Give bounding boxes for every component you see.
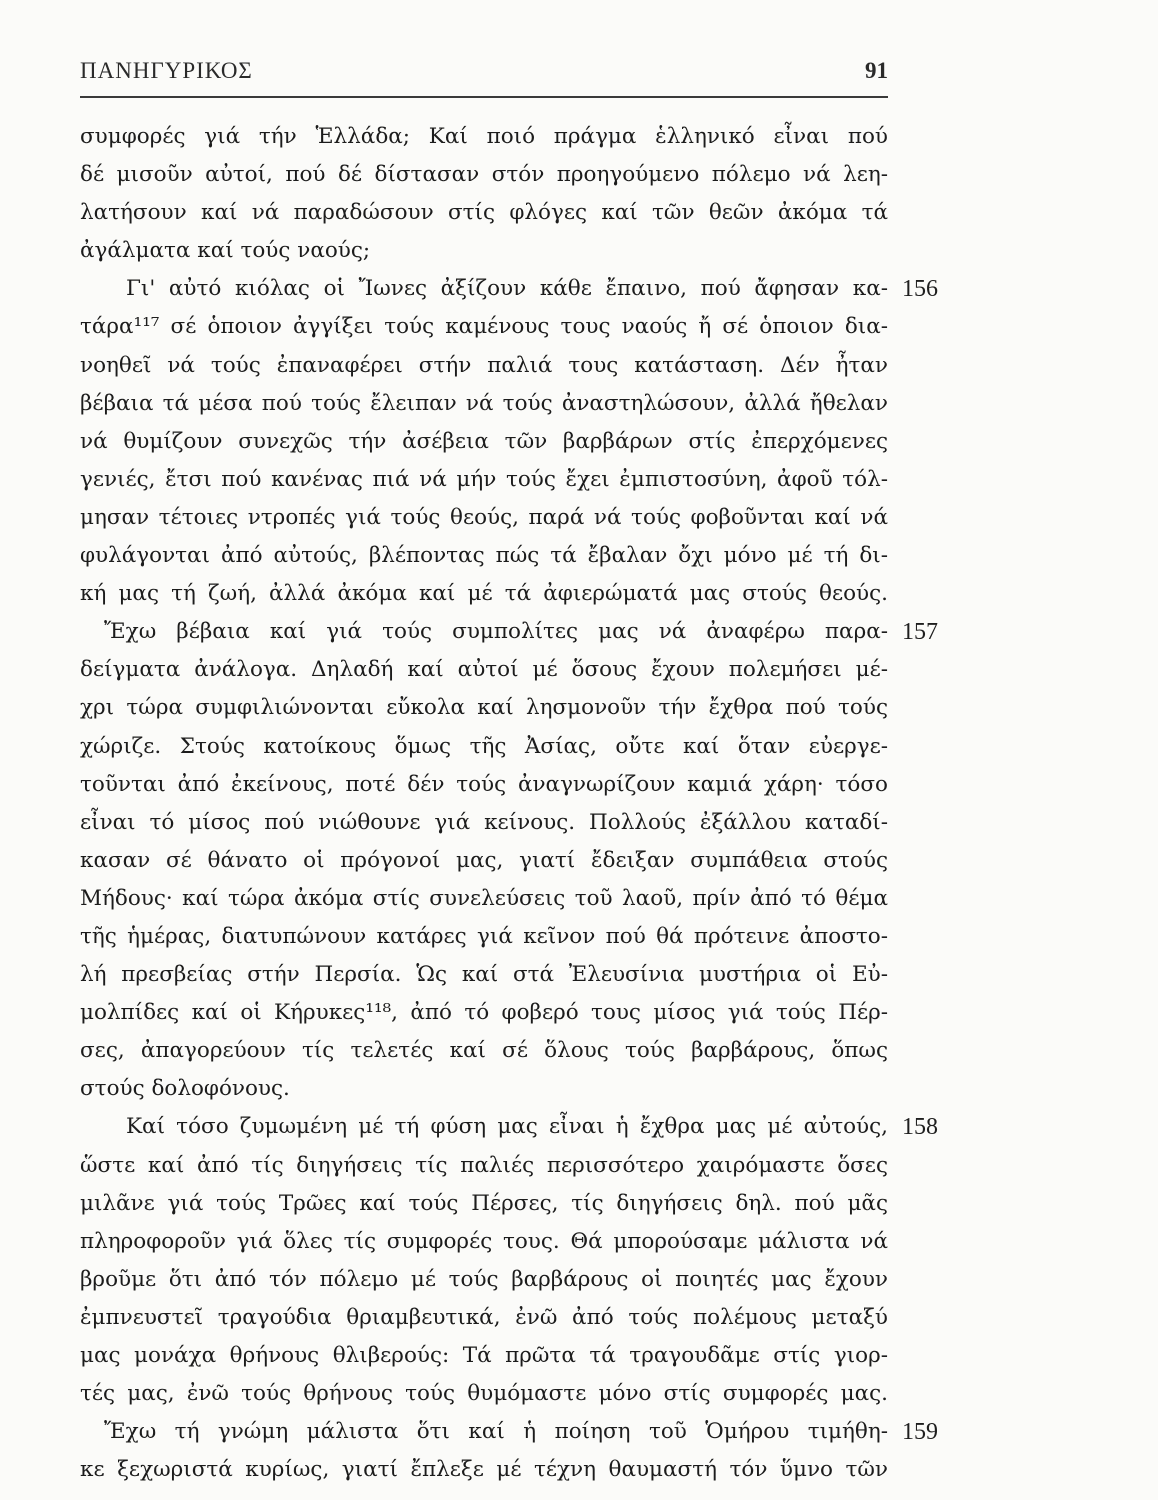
running-head-title: ΠΑΝΗΓΥΡΙΚΟΣ: [80, 58, 253, 83]
text-line-content: δείγματα ἀνάλογα. Δηλαδή καί αὐτοί μέ ὅσους ἔχουν πολεμήσει μέ-: [80, 657, 888, 683]
text-line: [80, 766, 888, 804]
text-line: [80, 1337, 888, 1375]
text-line: [80, 1032, 888, 1070]
text-line: [80, 156, 888, 194]
text-line-content: δέ μισοῦν αὐτοί, πού δέ δίστασαν στόν προηγούμενο πόλεμο νά λεη-: [80, 162, 888, 188]
text-line-content: ὥστε καί ἀπό τίς διηγήσεις τίς παλιές περισσότερο χαιρόμαστε ὅσες: [80, 1152, 888, 1178]
text-line: [80, 194, 888, 232]
text-line: [80, 880, 888, 918]
section-number: 159: [902, 1419, 938, 1446]
text-line-content: χρι τώρα συμφιλιώνονται εὔκολα καί λησμονοῦν τήν ἔχθρα πού τούς: [80, 695, 888, 721]
text-line: [80, 423, 888, 461]
text-line: [80, 1070, 888, 1108]
text-line: [80, 804, 888, 842]
text-line: [80, 308, 888, 346]
text-line-content: Μήδους· καί τώρα ἀκόμα στίς συνελεύσεις τοῦ λαοῦ, πρίν ἀπό τό θέμα: [80, 885, 888, 911]
text-line: [80, 728, 888, 766]
body-text: [80, 118, 938, 1489]
page-number: 91: [865, 58, 888, 83]
text-line-content: κε ξεχωριστά κυρίως, γιατί ἔπλεξε μέ τέχνη θαυμαστή τόν ὕμνο τῶν: [80, 1457, 888, 1483]
text-line: [80, 918, 888, 956]
text-line: [80, 499, 888, 537]
text-line: [80, 994, 888, 1032]
text-line: [80, 1451, 888, 1489]
text-line: [80, 1413, 938, 1451]
text-line: [80, 232, 888, 270]
text-line-content: λατήσουν καί νά παραδώσουν στίς φλόγες καί τῶν θεῶν ἀκόμα τά: [80, 200, 888, 226]
text-line-content: Ἔχω βέβαια καί γιά τούς συμπολίτες μας νά ἀναφέρω παρα-: [104, 619, 888, 645]
text-line: [80, 270, 938, 308]
section-number: 158: [902, 1114, 938, 1141]
text-line: [80, 347, 888, 385]
text-line: [80, 1147, 888, 1185]
text-line-content: κασαν σέ θάνατο οἱ πρόγονοί μας, γιατί ἔδειξαν συμπάθεια στούς: [80, 847, 888, 873]
text-line-content: μησαν τέτοιες ντροπές γιά τούς θεούς, παρά νά τούς φοβοῦνται καί νά: [80, 504, 888, 530]
text-line-content: Γι' αὐτό κιόλας οἱ Ἴωνες ἀξίζουν κάθε ἔπαινο, πού ἄφησαν κα-: [126, 276, 888, 302]
text-line-content: νά θυμίζουν συνεχῶς τήν ἀσέβεια τῶν βαρβάρων στίς ἐπερχόμενες: [80, 428, 888, 454]
text-line: [80, 1185, 888, 1223]
text-line-content: λή πρεσβείας στήν Περσία. Ὡς καί στά Ἐλευσίνια μυστήρια οἱ Εὐ-: [80, 962, 888, 988]
text-line-content: κή μας τή ζωή, ἀλλά ἀκόμα καί μέ τά ἀφιερώματά μας στούς θεούς.: [80, 581, 888, 607]
text-line: [80, 461, 888, 499]
section-number: 157: [902, 619, 938, 646]
text-line-content: χώριζε. Στούς κατοίκους ὅμως τῆς Ἀσίας, οὔτε καί ὅταν εὐεργε-: [80, 733, 888, 759]
text-line-content: Ἔχω τή γνώμη μάλιστα ὅτι καί ἡ ποίηση τοῦ Ὁμήρου τιμήθη-: [104, 1419, 888, 1445]
text-line-content: ἐμπνευστεῖ τραγούδια θριαμβευτικά, ἐνῶ ἀπό τούς πολέμους μεταξύ: [80, 1304, 888, 1330]
text-line: [80, 613, 938, 651]
text-line-content: νοηθεῖ νά τούς ἐπαναφέρει στήν παλιά τους κατάσταση. Δέν ἦταν: [80, 352, 888, 378]
text-line-content: μιλᾶνε γιά τούς Τρῶες καί τούς Πέρσες, τίς διηγήσεις δηλ. πού μᾶς: [80, 1190, 888, 1216]
text-line: [80, 1261, 888, 1299]
text-line: [80, 118, 888, 156]
text-line: [80, 385, 888, 423]
text-line-content: στούς δολοφόνους.: [80, 1076, 290, 1102]
text-line-content: μολπίδες καί οἱ Κήρυκες¹¹⁸, ἀπό τό φοβερό τους μίσος γιά τούς Πέρ-: [80, 1000, 888, 1026]
text-line-content: τοῦνται ἀπό ἐκείνους, ποτέ δέν τούς ἀναγνωρίζουν καμιά χάρη· τόσο: [80, 771, 888, 797]
header-rule: [80, 96, 888, 98]
text-line-content: τές μας, ἐνῶ τούς θρήνους τούς θυμόμαστε μόνο στίς συμφορές μας.: [80, 1381, 888, 1407]
text-line: [80, 956, 888, 994]
text-line: [80, 842, 888, 880]
text-line: [80, 651, 888, 689]
text-line-content: σες, ἀπαγορεύουν τίς τελετές καί σέ ὅλους τούς βαρβάρους, ὅπως: [80, 1038, 888, 1064]
section-number: 156: [902, 276, 938, 303]
text-line-content: βροῦμε ὅτι ἀπό τόν πόλεμο μέ τούς βαρβάρους οἱ ποιητές μας ἔχουν: [80, 1266, 888, 1292]
text-line-content: γενιές, ἔτσι πού κανένας πιά νά μήν τούς ἔχει ἐμπιστοσύνη, ἀφοῦ τόλ-: [80, 466, 888, 492]
text-line-content: εἶναι τό μίσος πού νιώθουνε γιά κείνους. Πολλούς ἐξάλλου καταδί-: [80, 809, 888, 835]
text-line: [80, 1375, 888, 1413]
text-line-content: ἀγάλματα καί τούς ναούς;: [80, 238, 371, 264]
text-line-content: φυλάγονται ἀπό αὐτούς, βλέποντας πώς τά ἔβαλαν ὄχι μόνο μέ τή δι-: [80, 543, 888, 569]
text-line: [80, 1223, 888, 1261]
text-line: [80, 1299, 888, 1337]
text-line: [80, 689, 888, 727]
text-line: [80, 537, 888, 575]
text-line-content: Καί τόσο ζυμωμένη μέ τή φύση μας εἶναι ἡ ἔχθρα μας μέ αὐτούς,: [126, 1114, 888, 1140]
text-line-content: τάρα¹¹⁷ σέ ὁποιον ἀγγίξει τούς καμένους τους ναούς ἤ σέ ὁποιον δια-: [80, 314, 888, 340]
text-line: [80, 1108, 938, 1146]
running-head: [80, 58, 888, 94]
text-line-content: τῆς ἡμέρας, διατυπώνουν κατάρες γιά κεῖνον πού θά πρότεινε ἀποστο-: [80, 923, 888, 949]
text-line: [80, 575, 888, 613]
text-line-content: βέβαια τά μέσα πού τούς ἔλειπαν νά τούς ἀναστηλώσουν, ἀλλά ἤθελαν: [80, 390, 888, 416]
text-line-content: μας μονάχα θρήνους θλιβερούς: Τά πρῶτα τά τραγουδᾶμε στίς γιορ-: [80, 1343, 888, 1368]
text-line-content: πληροφοροῦν γιά ὅλες τίς συμφορές τους. Θά μπορούσαμε μάλιστα νά: [80, 1228, 888, 1254]
text-line-content: συμφορές γιά τήν Ἑλλάδα; Καί ποιό πράγμα ἑλληνικό εἶναι πού: [80, 124, 888, 149]
